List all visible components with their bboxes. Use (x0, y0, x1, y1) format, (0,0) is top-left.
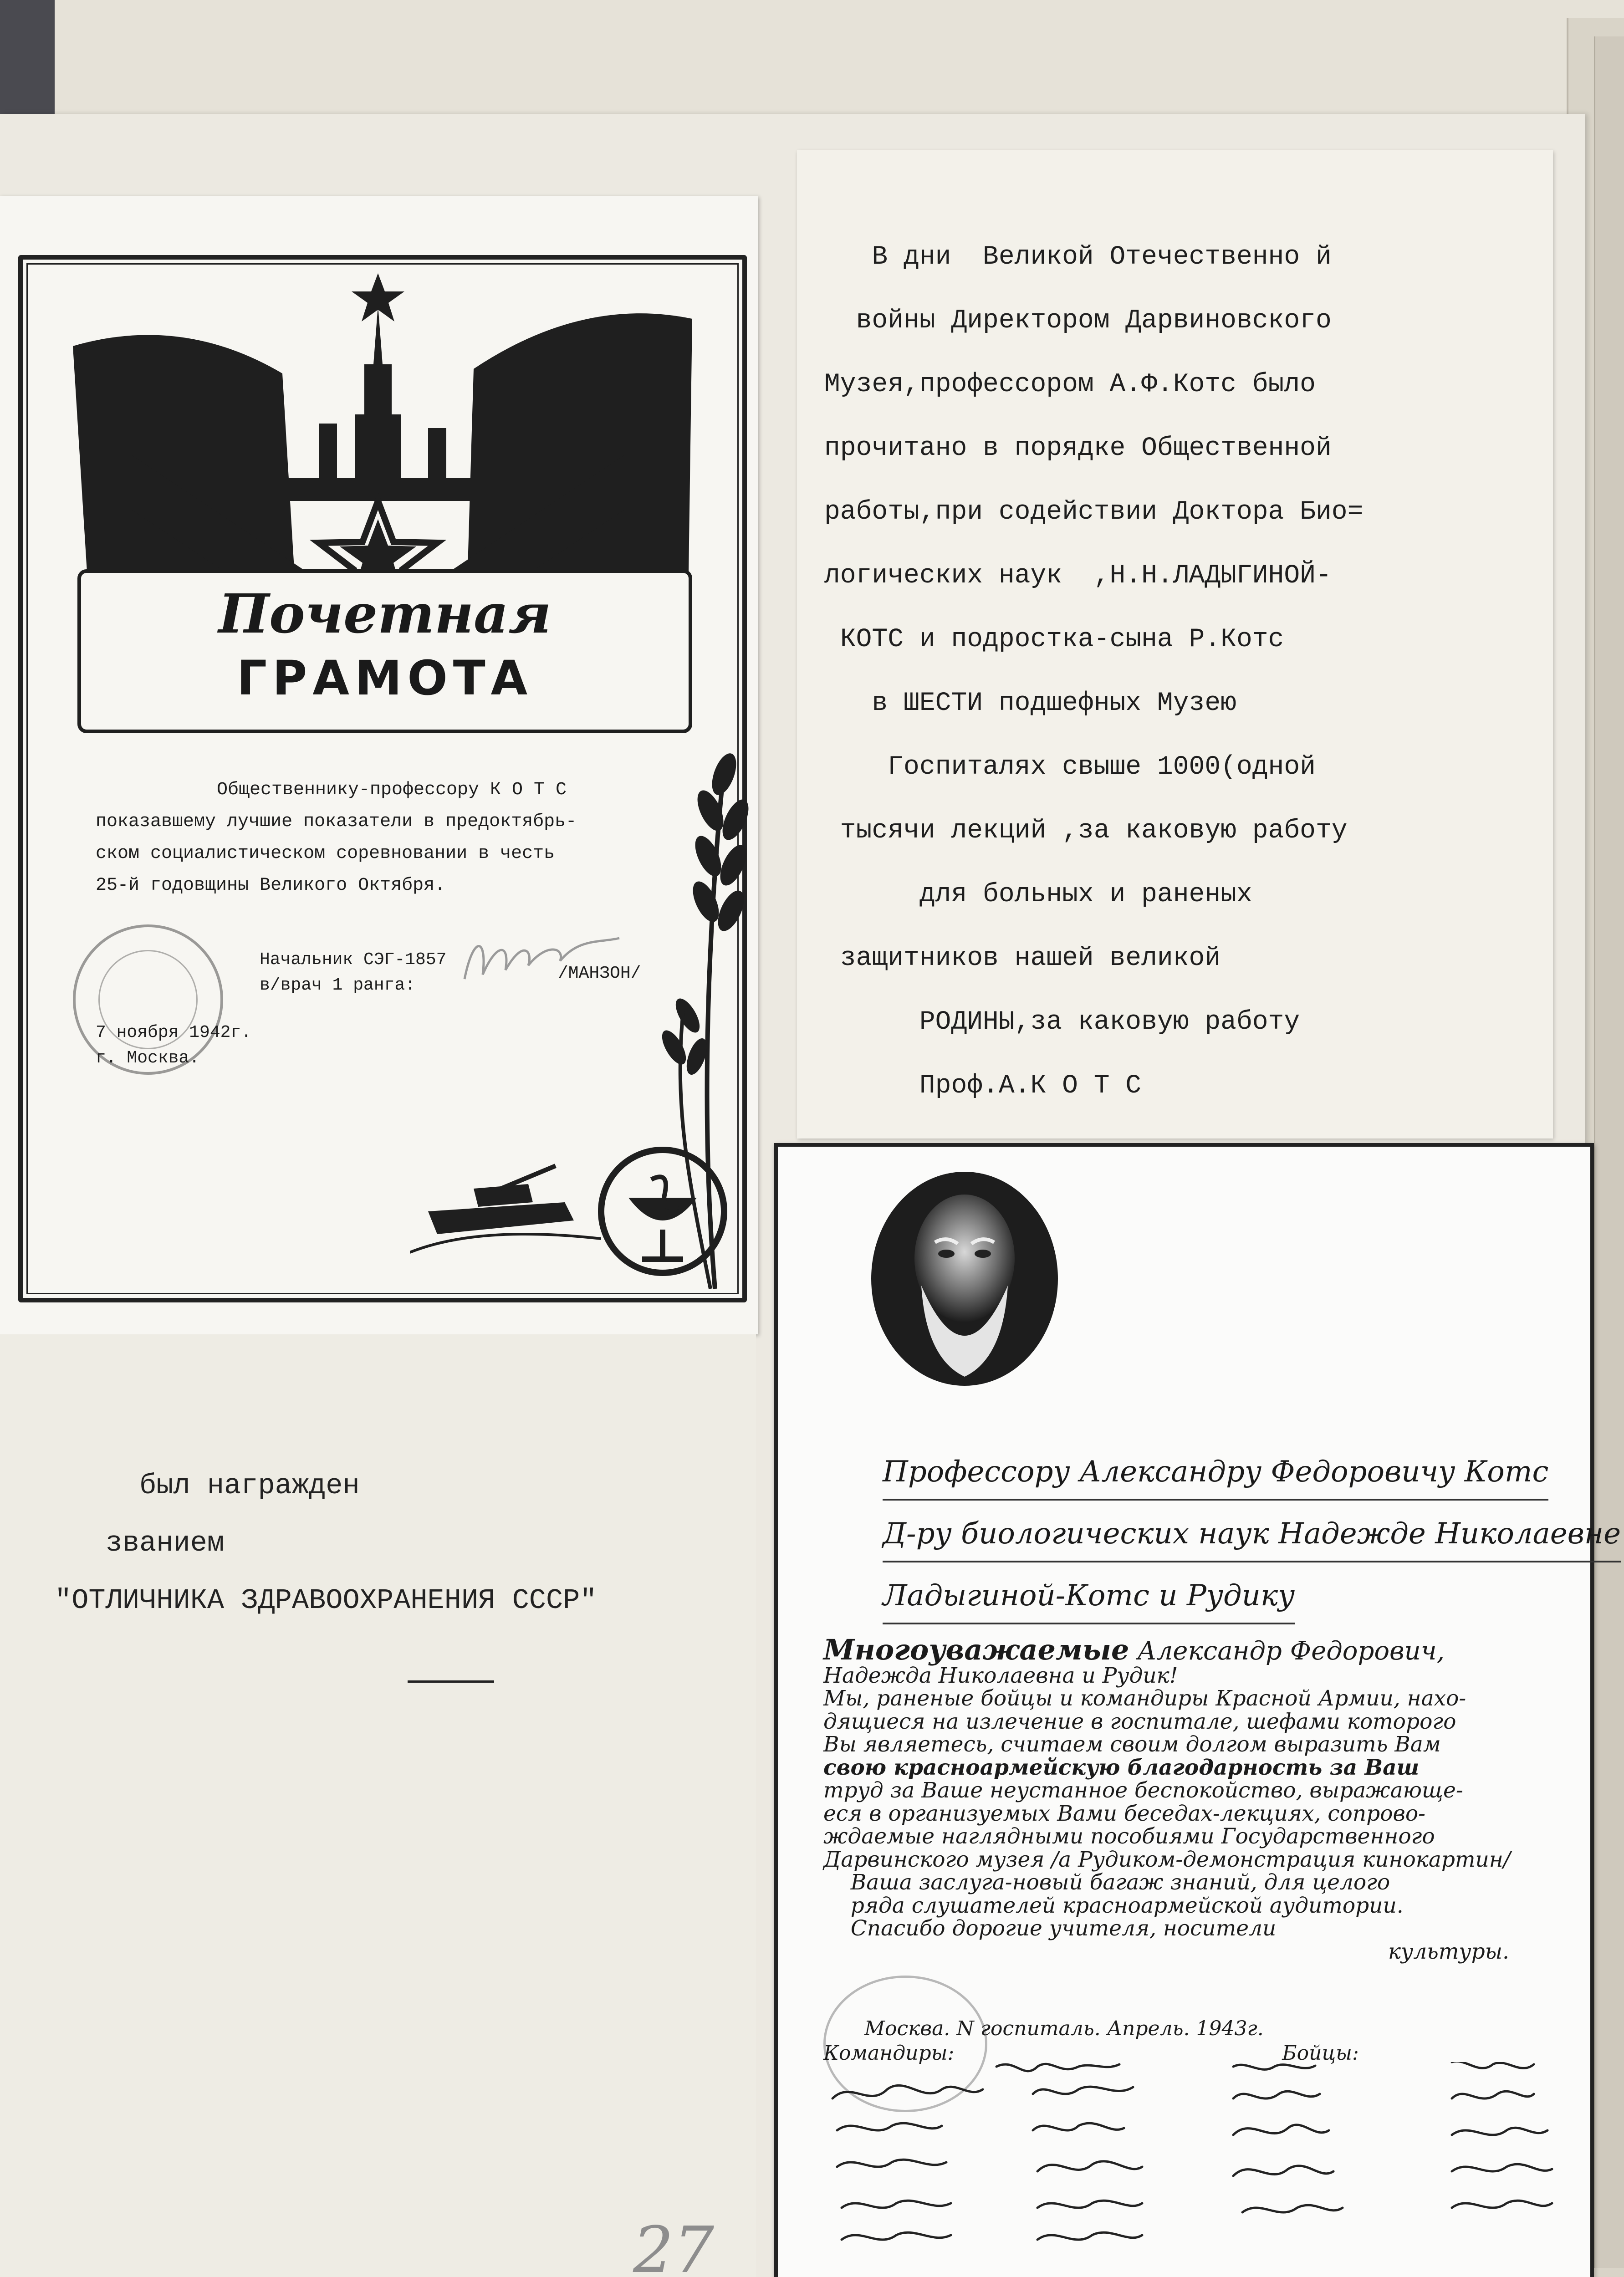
commanders-label: Командиры: (823, 2042, 955, 2065)
letter-line: Надежда Николаевна и Рудик! (823, 1663, 1178, 1688)
letter-line: Ваша заслуга-новый багаж знаний, для целого (823, 1870, 1390, 1895)
typewritten-note-text (824, 225, 1535, 1118)
award-line: "ОТЛИЧНИКА ЗДРАВООХРАНЕНИЯ СССР" (55, 1584, 597, 1617)
letter-place-date: Москва. N госпиталь. Апрель. 1943г. (864, 2017, 1264, 2040)
letter-line: Мы, раненые бойцы и командиры Красной Армии, нахо- (823, 1686, 1466, 1711)
letter-body (823, 1633, 1570, 1964)
letter-addressees (883, 1445, 1621, 1631)
medical-emblem (592, 1143, 733, 1280)
letter-line: дящиеся на излечение в госпитале, шефами которого (823, 1709, 1456, 1734)
gratitude-letter-photo (774, 1143, 1621, 2277)
handwritten-signature (455, 924, 628, 993)
letter-line: ряда слушателей красноармейской аудитории. (823, 1893, 1404, 1918)
certificate-body-line: 25-й годовщины Великого Октября. (96, 875, 446, 896)
signer-name: /МАНЗОН/ (558, 964, 641, 983)
certificate-title-script: Почетная (218, 582, 552, 645)
note-line: Музея,профессором А.Ф.Котс было (824, 370, 1316, 399)
letter-footer (823, 2017, 1570, 2066)
certificate-title-box (77, 569, 692, 733)
page-number: 27 (633, 2213, 715, 2277)
album-sheet-edge (1594, 36, 1624, 2268)
note-line: КОТС и подростка-сына Р.Котс (824, 625, 1284, 654)
note-signature: Проф.А.К О Т С (824, 1071, 1142, 1101)
addressee-line: Профессору Александру Федоровичу Котс (883, 1445, 1548, 1501)
award-line: званием (55, 1527, 225, 1559)
note-line: работы,при содействии Доктора Био= (824, 497, 1364, 527)
letter-line: Дарвинского музея /а Рудиком-демонстрация кинокартин/ (823, 1847, 1511, 1872)
note-line: В дни Великой Отечественно й (824, 242, 1332, 272)
tank-illustration (410, 1148, 601, 1257)
letter-line: свою красноармейскую благодарность за Ваш (823, 1755, 1420, 1780)
typewritten-note (797, 150, 1553, 1138)
addressee-line: Ладыгиной-Котс и Рудику (883, 1569, 1295, 1624)
handwritten-signatures (823, 2062, 1579, 2277)
salutation-rest: Александр Федорович, (1129, 1636, 1445, 1666)
letter-closing: культуры. (1388, 1939, 1509, 1964)
soldiers-label: Бойцы: (1282, 2042, 1359, 2065)
letter-line: Вы являетесь, считаем своим долгом выразить Вам (823, 1732, 1441, 1757)
certificate-body-line: показавшему лучшие показатели в предоктябрь- (96, 812, 577, 832)
note-line: РОДИНЫ,за каковую работу (824, 1007, 1300, 1037)
certificate-body-text (96, 774, 688, 902)
addressee-line: Д-ру биологических наук Надежде Николаевне (883, 1507, 1621, 1562)
certificate-body-line: Общественнику-профессору К О Т С (216, 780, 567, 800)
note-line: прочитано в порядке Общественной (824, 434, 1332, 463)
letter-line: Спасибо дорогие учителя, носители (823, 1916, 1277, 1941)
note-line: войны Директором Дарвиновского (824, 306, 1332, 336)
note-line: Госпиталях свыше 1000(одной (824, 752, 1316, 782)
award-text (55, 1457, 738, 1629)
note-line: защитников нашей великой (824, 944, 1221, 973)
signer-title: в/врач 1 ранга: (260, 975, 416, 995)
note-line: логических наук ,Н.Н.ЛАДЫГИНОЙ- (824, 561, 1332, 591)
certificate-body-line: ском социалистическом соревновании в честь (96, 843, 555, 864)
divider (408, 1680, 494, 1683)
note-line: для больных и раненых (824, 880, 1252, 909)
honorary-certificate (0, 196, 758, 1334)
award-line: был награжден (55, 1470, 360, 1502)
letter-line: еся в организуемых Вами беседах-лекциях, сопрово- (823, 1801, 1426, 1826)
signer-title: Начальник СЭГ-1857 (260, 950, 447, 970)
letter-line: труд за Ваше неустанное беспокойство, выражающе- (823, 1778, 1463, 1803)
note-line: тысячи лекций ,за каковую работу (824, 816, 1348, 846)
letter-line: ждаемые наглядными пособиями Государственного (823, 1824, 1435, 1849)
certificate-title: ГРАМОТА (236, 650, 533, 706)
certificate-city: г. Москва. (96, 1048, 200, 1068)
salutation-bold: Многоуважаемые (823, 1633, 1129, 1666)
certificate-date: 7 ноября 1942г. (96, 1023, 252, 1042)
note-line: в ШЕСТИ подшефных Музею (824, 689, 1236, 718)
salutation-line (823, 1633, 1570, 1666)
award-note (0, 1334, 756, 2277)
darwin-portrait (867, 1167, 1062, 1390)
